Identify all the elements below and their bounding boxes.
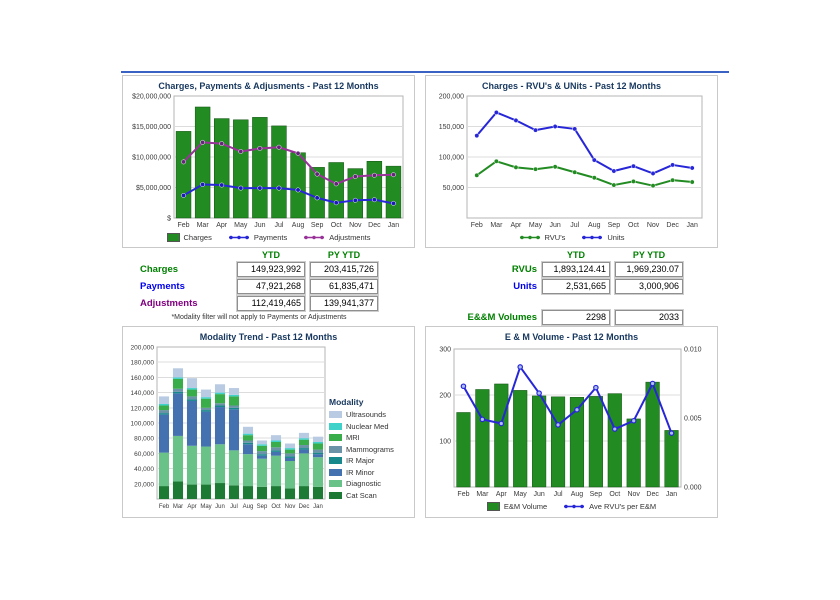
svg-text:Jun: Jun (215, 504, 225, 510)
rvu-summary-header-row (445, 250, 683, 260)
legend-swatch-box (167, 233, 180, 242)
legend-swatch-box (329, 434, 342, 441)
row-label-adjustments: Adjustments (140, 298, 198, 309)
chart-title-modality-trend: Modality Trend - Past 12 Months (199, 332, 338, 342)
legend-item-mri (329, 433, 394, 442)
column-header-py-ytd: PY YTD (632, 250, 666, 260)
svg-text:Sep: Sep (589, 491, 603, 498)
legend-label: MRI (346, 433, 360, 442)
modality-legend (329, 397, 394, 502)
legend-item-nuclear-med (329, 422, 394, 431)
svg-text:300: 300 (439, 346, 451, 354)
svg-text:100,000: 100,000 (438, 154, 464, 162)
legend-label: Mammograms (346, 444, 394, 454)
svg-text:Nov: Nov (627, 491, 640, 498)
svg-text:200,000: 200,000 (438, 93, 464, 101)
svg-text:$: $ (167, 215, 171, 223)
legend-item-units (581, 233, 624, 242)
svg-text:Oct: Oct (609, 491, 621, 498)
svg-text:60,000: 60,000 (134, 450, 154, 458)
em-volume-legend (426, 502, 717, 511)
svg-text:Jan: Jan (665, 491, 678, 498)
svg-text:Aug: Aug (242, 504, 254, 510)
charges-payments-adjustments-chart (123, 92, 414, 232)
legend-item-charges (167, 233, 212, 242)
adjustments-py-ytd-value: 139,941,377 (310, 296, 378, 311)
svg-text:120,000: 120,000 (130, 405, 154, 413)
svg-text:Aug: Aug (570, 491, 584, 498)
legend-swatch-box (329, 411, 342, 418)
em-volumes-row (445, 310, 683, 325)
svg-text:Jan: Jan (313, 504, 323, 510)
legend-swatch-box (487, 502, 500, 511)
svg-text:Jul: Jul (570, 222, 580, 229)
svg-text:180,000: 180,000 (130, 359, 154, 367)
modality-legend-title: Modality (329, 397, 364, 407)
adjustments-ytd-value: 112,419,465 (237, 296, 305, 311)
legend-item-ultrasounds (329, 410, 394, 419)
rvus-units-chart (426, 92, 717, 232)
svg-text:20,000: 20,000 (134, 481, 154, 489)
legend-swatch-box (329, 492, 342, 499)
svg-text:Aug: Aug (588, 222, 601, 229)
svg-text:Jun: Jun (533, 491, 545, 498)
svg-text:Sep: Sep (607, 222, 621, 229)
row-label-rvus: RVUs (511, 264, 537, 275)
column-header-py-ytd: PY YTD (327, 250, 361, 260)
svg-text:Jan: Jan (387, 222, 400, 229)
em-volumes-py-ytd-value: 2033 (615, 310, 683, 325)
svg-text:Apr: Apr (495, 491, 507, 498)
charges-payments-adjustments-legend (123, 233, 414, 242)
chart-title-charges-payments-adjustments: Charges, Payments & Adjusments - Past 12 Months (158, 81, 379, 91)
svg-text:100: 100 (439, 438, 451, 446)
svg-text:Dec: Dec (298, 504, 310, 510)
svg-text:Apr: Apr (510, 222, 522, 229)
svg-text:Apr: Apr (187, 504, 197, 510)
legend-label: E&M Volume (503, 502, 548, 511)
legend-label: RVU's (544, 233, 566, 242)
svg-text:200: 200 (439, 392, 451, 400)
legend-item-ir-major (329, 456, 394, 465)
svg-text:0.000: 0.000 (684, 484, 702, 492)
legend-label: IR Major (346, 456, 375, 465)
svg-text:$15,000,000: $15,000,000 (132, 124, 171, 131)
financial-summary-header-row (140, 250, 378, 260)
svg-text:Oct: Oct (628, 222, 639, 229)
svg-text:$10,000,000: $10,000,000 (132, 154, 171, 162)
legend-label: Nuclear Med (346, 421, 389, 431)
financial-summary-table (140, 250, 378, 321)
svg-text:Nov: Nov (349, 222, 362, 229)
svg-text:Mar: Mar (476, 491, 489, 498)
svg-text:Mar: Mar (172, 504, 184, 510)
svg-text:50,000: 50,000 (442, 185, 464, 192)
legend-label: Ultrasounds (346, 410, 387, 419)
svg-text:Jan: Jan (686, 222, 698, 229)
chart-title-em-volume: E & M Volume - Past 12 Months (504, 332, 639, 342)
legend-label: Adjustments (329, 233, 371, 242)
svg-text:May: May (513, 491, 527, 498)
svg-text:Sep: Sep (310, 222, 324, 229)
modality-trend-panel (122, 326, 415, 518)
units-py-ytd-value: 3,000,906 (615, 279, 683, 294)
svg-text:Aug: Aug (291, 222, 305, 229)
svg-text:Mar: Mar (196, 222, 209, 229)
rvus-units-legend (426, 233, 717, 242)
legend-label: Payments (253, 233, 288, 242)
rvus-ytd-value: 1,893,124.41 (542, 262, 610, 277)
svg-text:100,000: 100,000 (130, 420, 154, 428)
em-volume-chart (426, 343, 717, 501)
rvus-py-ytd-value: 1,969,230.07 (615, 262, 683, 277)
svg-text:Jul: Jul (230, 504, 238, 510)
svg-text:Feb: Feb (470, 222, 483, 229)
svg-text:$5,000,000: $5,000,000 (135, 185, 171, 192)
svg-text:160,000: 160,000 (130, 374, 154, 382)
legend-label: Units (607, 233, 625, 242)
modality-trend-chart (123, 343, 329, 511)
svg-text:$20,000,000: $20,000,000 (132, 93, 171, 101)
legend-label: Ave RVU's per E&M (589, 502, 657, 511)
em-volumes-ytd-value: 2298 (542, 310, 610, 325)
svg-text:Feb: Feb (457, 491, 470, 498)
column-header-ytd: YTD (567, 250, 585, 260)
svg-text:0.010: 0.010 (684, 346, 702, 354)
units-ytd-value: 2,531,665 (542, 279, 610, 294)
svg-text:Feb: Feb (177, 222, 190, 229)
legend-item-ave-rvu-s-per-e-m (563, 502, 656, 511)
svg-text:Mar: Mar (490, 222, 503, 229)
svg-text:May: May (234, 222, 248, 229)
svg-text:80,000: 80,000 (134, 435, 154, 443)
svg-text:Sep: Sep (256, 504, 268, 510)
legend-item-ir-minor (329, 468, 394, 477)
svg-text:May: May (528, 222, 543, 229)
legend-item-payments (228, 233, 287, 242)
payments-ytd-value: 47,921,268 (237, 279, 305, 294)
svg-text:Jun: Jun (549, 222, 561, 229)
legend-swatch-box (329, 423, 342, 430)
svg-text:140,000: 140,000 (130, 390, 154, 398)
legend-swatch-box (329, 446, 342, 453)
legend-item-e-m-volume (487, 502, 547, 511)
svg-text:150,000: 150,000 (438, 124, 464, 131)
table-row (445, 262, 683, 277)
svg-text:Oct: Oct (271, 504, 281, 510)
legend-label: IR Minor (346, 467, 375, 477)
legend-label: Diagnostic (346, 479, 382, 488)
legend-item-adjustments (303, 233, 370, 242)
svg-text:Jul: Jul (553, 491, 563, 498)
table-row (140, 296, 378, 311)
legend-item-mammograms (329, 445, 394, 454)
charges-ytd-value: 149,923,992 (237, 262, 305, 277)
legend-item-cat-scan (329, 491, 394, 500)
svg-text:May: May (200, 504, 212, 510)
svg-text:Dec: Dec (368, 222, 381, 229)
charges-py-ytd-value: 203,415,726 (310, 262, 378, 277)
legend-label: Charges (183, 233, 212, 242)
svg-text:Oct: Oct (330, 222, 342, 229)
top-divider (121, 71, 729, 73)
table-row (445, 279, 683, 294)
svg-text:40,000: 40,000 (134, 466, 154, 474)
svg-text:Jun: Jun (254, 222, 266, 229)
svg-text:Dec: Dec (646, 491, 659, 498)
row-label-payments: Payments (140, 281, 185, 292)
charges-payments-adjustments-panel (122, 75, 415, 248)
row-label-charges: Charges (140, 264, 179, 275)
svg-text:Feb: Feb (158, 504, 170, 510)
column-header-ytd: YTD (262, 250, 280, 260)
legend-label: Cat Scan (346, 490, 377, 500)
rvus-units-panel (425, 75, 718, 248)
svg-text:200,000: 200,000 (130, 344, 154, 352)
legend-swatch-box (329, 469, 342, 476)
row-label-units: Units (513, 281, 537, 292)
em-volume-panel (425, 326, 718, 518)
chart-title-rvus-units: Charges - RVU's & UNits - Past 12 Months (481, 81, 661, 91)
payments-py-ytd-value: 61,835,471 (310, 279, 378, 294)
rvu-unit-summary-table (445, 250, 683, 327)
table-row (140, 262, 378, 277)
svg-text:Jul: Jul (274, 222, 284, 229)
svg-text:Apr: Apr (216, 222, 228, 229)
legend-swatch-box (329, 480, 342, 487)
svg-text:Dec: Dec (666, 222, 679, 229)
legend-item-diagnostic (329, 479, 394, 488)
legend-item-rvu-s (519, 233, 566, 242)
svg-text:Nov: Nov (646, 222, 660, 229)
svg-text:Nov: Nov (284, 504, 296, 510)
row-label-em-volumes: E&&M Volumes (467, 312, 537, 323)
table-row (140, 279, 378, 294)
modality-filter-footnote: *Modality filter will not apply to Payments or Adjustments (171, 314, 347, 321)
legend-swatch-box (329, 457, 342, 464)
svg-text:0.005: 0.005 (684, 415, 702, 423)
